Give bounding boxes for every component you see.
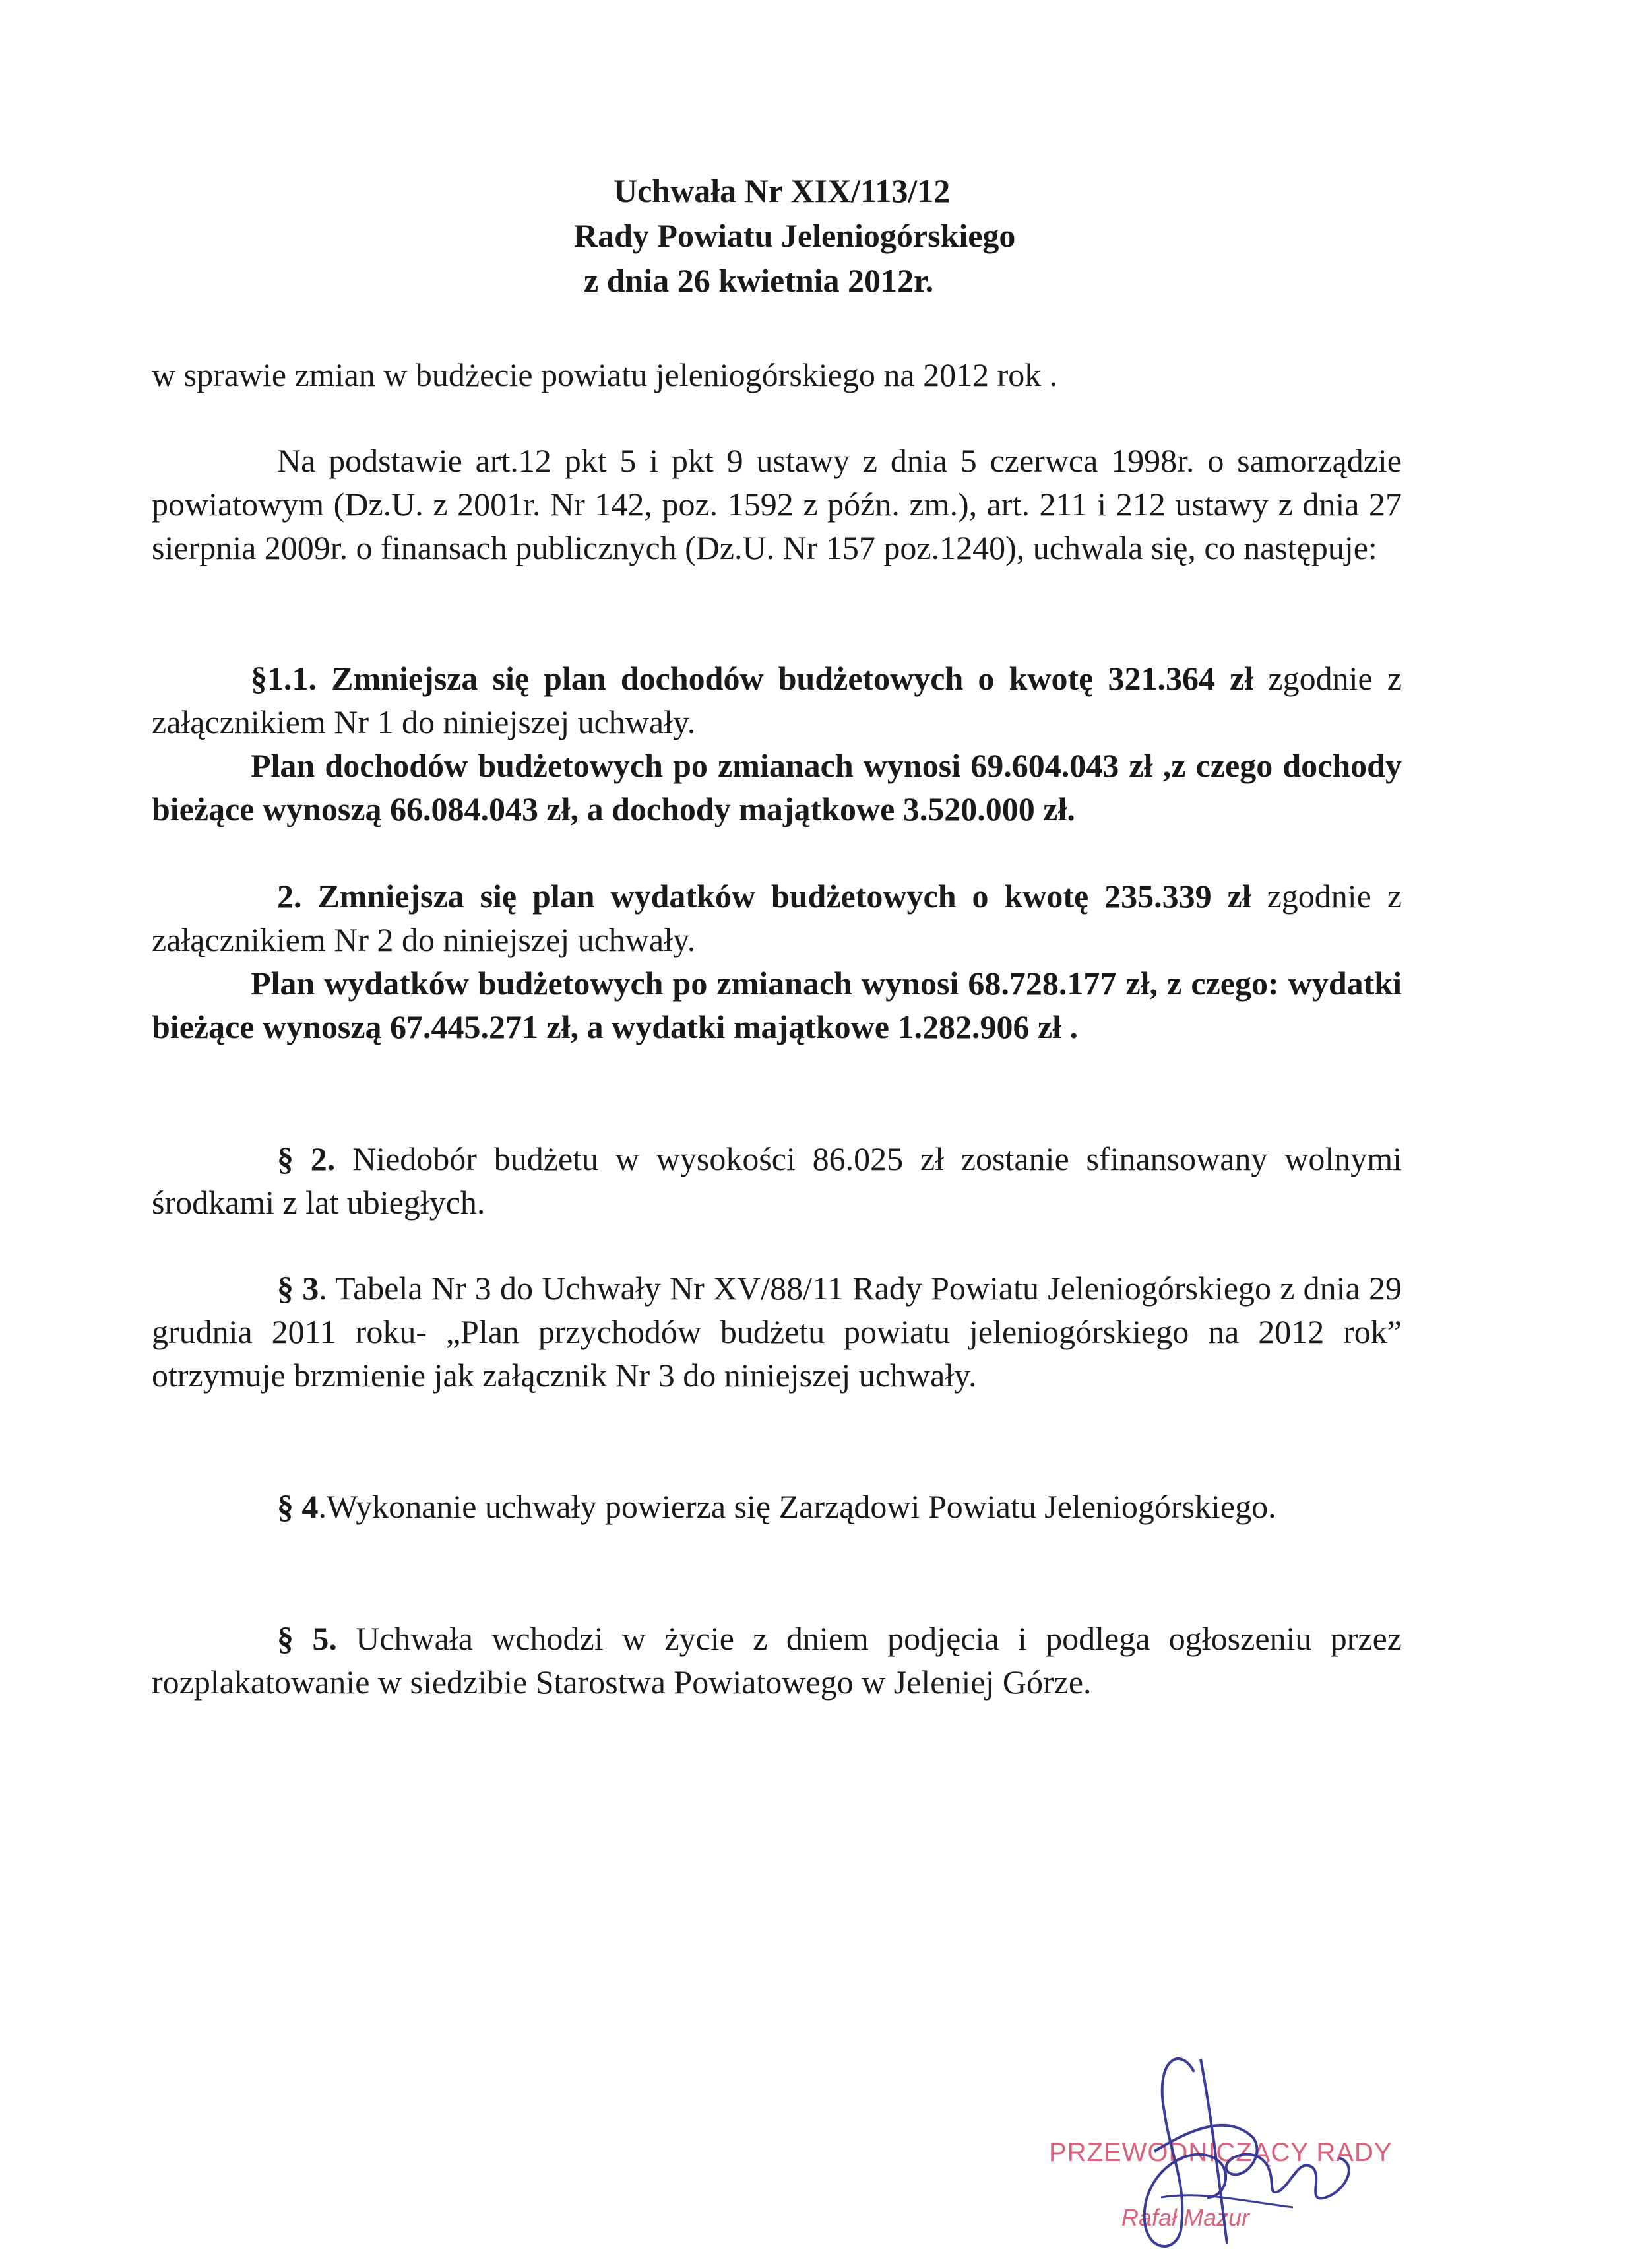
section-1-1-text: zgodnie z załącznikiem Nr 1 do niniejszej uchwały.	[152, 660, 1402, 740]
section-4	[152, 1485, 1402, 1528]
resolution-number: Uchwała Nr XIX/113/12	[614, 172, 951, 209]
section-5	[152, 1617, 1402, 1704]
section-1-1-heading: §1.1. Zmniejsza się plan dochodów budżetowych o kwotę 321.364 zł	[251, 660, 1254, 697]
chairman-stamp-name: Rafał Mazur	[1121, 2204, 1250, 2231]
handwritten-signature	[1029, 2032, 1372, 2268]
section-3-text: . Tabela Nr 3 do Uchwały Nr XV/88/11 Rady Powiatu Jeleniogórskiego z dnia 29 grudnia 2011 roku- „Plan przychodów budżetu powiatu jeleniogórskiego na 2012 rok” otrzymuje brzmienie jak załącznik Nr 3 do niniejszej uchwały.	[152, 1270, 1402, 1394]
section-2-number: § 2.	[277, 1140, 336, 1177]
income-plan-paragraph: Plan dochodów budżetowych po zmianach wynosi 69.604.043 zł ,z czego dochody bieżące wynoszą 66.084.043 zł, a dochody majątkowe 3.520.000 zł.	[152, 747, 1402, 827]
section-3-number: § 3	[277, 1270, 319, 1307]
section-1-1	[152, 657, 1402, 744]
section-3	[152, 1266, 1402, 1397]
section-2-text: Niedobór budżetu w wysokości 86.025 zł zostanie sfinansowany wolnymi środkami z lat ubiegłych.	[152, 1140, 1402, 1221]
section-1-2-text: zgodnie z załącznikiem Nr 2 do niniejszej uchwały.	[152, 878, 1402, 958]
section-4-text: .Wykonanie uchwały powierza się Zarządowi Powiatu Jeleniogórskiego.	[318, 1488, 1276, 1525]
preamble-paragraph: Na podstawie art.12 pkt 5 i pkt 9 ustawy z dnia 5 czerwca 1998r. o samorządzie powiatowym (Dz.U. z 2001r. Nr 142, poz. 1592 z późn. zm.), art. 211 i 212 ustawy z dnia 27 sierpnia 2009r. o finansach publicznych (Dz.U. Nr 157 poz.1240), uchwala się, co następuje:	[152, 442, 1402, 566]
section-1-2	[152, 874, 1402, 961]
council-name: Rady Powiatu Jeleniogórskiego	[574, 217, 1016, 254]
expense-plan-paragraph: Plan wydatków budżetowych po zmianach wynosi 68.728.177 zł, z czego: wydatki bieżące wynoszą 67.445.271 zł, a wydatki majątkowe 1.282.906 zł .	[152, 965, 1402, 1045]
resolution-date: z dnia 26 kwietnia 2012r.	[584, 262, 934, 299]
section-4-number: § 4	[277, 1488, 319, 1525]
section-1-2-heading: 2. Zmniejsza się plan wydatków budżetowych o kwotę 235.339 zł	[277, 878, 1251, 915]
section-2	[152, 1137, 1402, 1224]
subject-line: w sprawie zmian w budżecie powiatu jeleniogórskiego na 2012 rok .	[152, 356, 1058, 393]
section-5-text: Uchwała wchodzi w życie z dniem podjęcia i podlega ogłoszeniu przez rozplakatowanie w siedzibie Starostwa Powiatowego w Jeleniej Górze.	[152, 1620, 1402, 1701]
chairman-stamp-title: PRZEWODNICZĄCY RADY	[1049, 2138, 1393, 2167]
resolution-header	[561, 168, 1187, 303]
section-5-number: § 5.	[277, 1620, 337, 1657]
